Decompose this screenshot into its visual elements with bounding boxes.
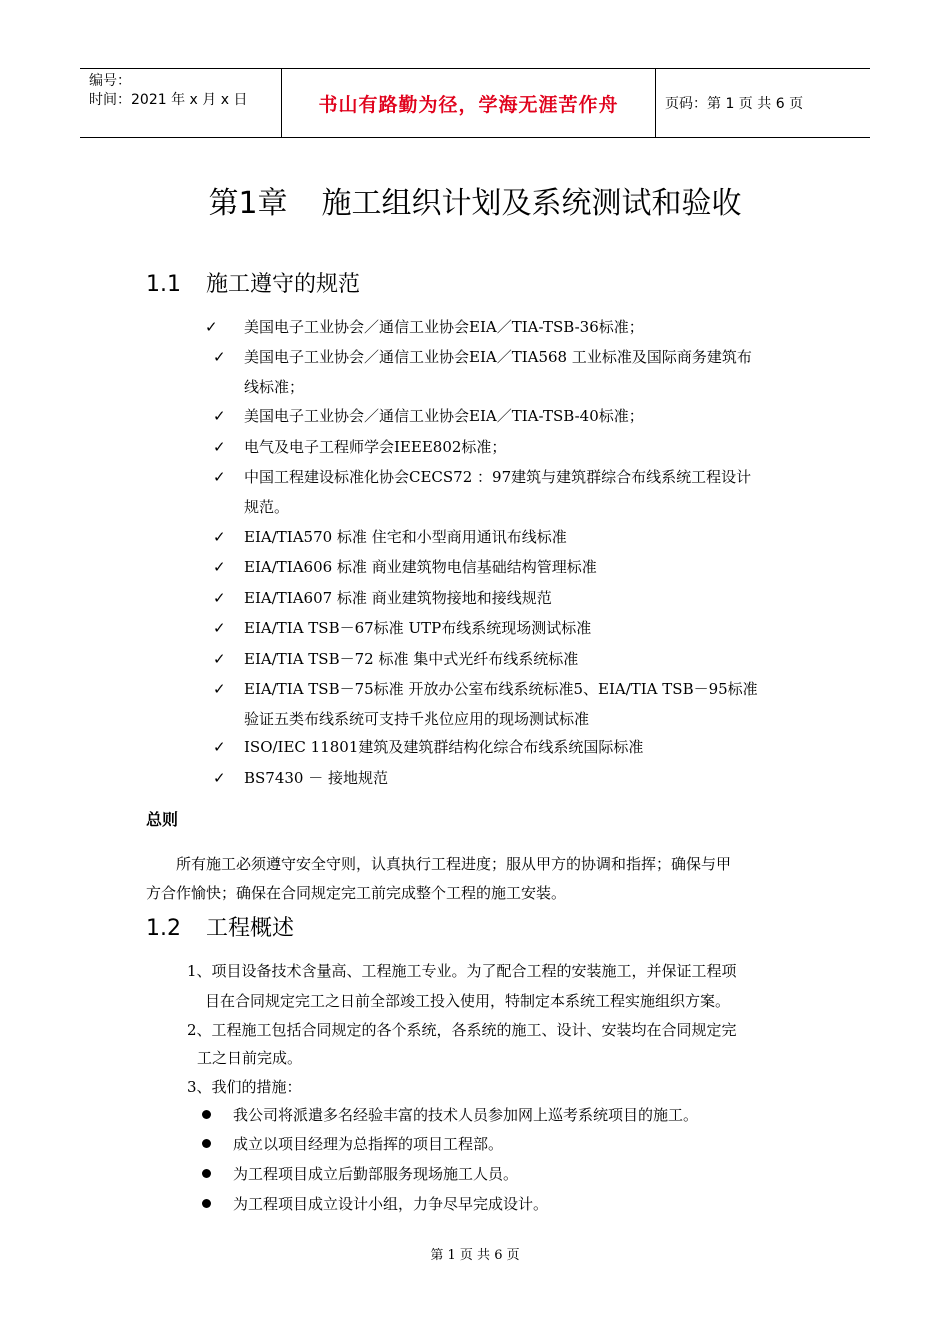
bullet-item: 为工程项目成立后勤部服务现场施工人员。 xyxy=(233,1165,519,1183)
general-paragraph-line: 方合作愉快；确保在合同规定完工前完成整个工程的施工安装。 xyxy=(146,884,567,902)
numbered-item-line: 2、工程施工包括合同规定的各个系统，各系统的施工、设计、安装均在合同规定完 xyxy=(187,1021,737,1039)
standard-item-line: EIA/TIA TSB－67标准 UTP布线系统现场测试标准 xyxy=(244,619,592,637)
header-motto: 书山有路勤为径，学海无涯苦作舟 xyxy=(318,93,619,116)
chapter-title xyxy=(0,184,950,224)
numbered-item-line: 目在合同规定完工之日前全部竣工投入使用，特制定本系统工程实施组织方案。 xyxy=(205,992,731,1010)
page-header xyxy=(80,68,870,138)
general-heading: 总则 xyxy=(146,810,179,829)
section-heading-1-1 xyxy=(146,270,360,300)
standard-item-line: 验证五类布线系统可支持千兆位应用的现场测试标准 xyxy=(244,709,590,728)
checkmark-icon: ✓ xyxy=(213,528,226,546)
standard-item-line: 电气及电子工程师学会IEEE802标准； xyxy=(244,438,507,456)
checkmark-icon: ✓ xyxy=(213,769,226,787)
standard-item-line: 中国工程建设标准化协会CECS72 ：97建筑与建筑群综合布线系统工程设计 xyxy=(244,468,752,486)
standard-item-line: 线标准； xyxy=(244,377,305,396)
section-title: 工程概述 xyxy=(206,916,295,941)
standard-item-line: ISO/IEC 11801建筑及建筑群结构化综合布线系统国际标准 xyxy=(244,738,644,756)
checkmark-icon: ✓ xyxy=(213,438,226,456)
bullet-item: 成立以项目经理为总指挥的项目工程部。 xyxy=(233,1135,504,1153)
document-time-label: 时间：2021 年 x 月 x 日 xyxy=(89,92,248,108)
standard-item-line: BS7430 － 接地规范 xyxy=(244,769,389,787)
standard-item-line: 规范。 xyxy=(244,497,290,516)
page-footer: 第 1 页 共 6 页 xyxy=(430,1248,520,1263)
checkmark-icon: ✓ xyxy=(213,407,226,425)
standard-item-line: EIA/TIA606 标准 商业建筑物电信基础结构管理标准 xyxy=(244,558,597,576)
bullet-dot-icon xyxy=(202,1199,211,1208)
general-paragraph-line: 所有施工必须遵守安全守则，认真执行工程进度；服从甲方的协调和指挥；确保与甲 xyxy=(176,855,732,873)
bullet-dot-icon xyxy=(202,1169,211,1178)
bullet-item: 我公司将派遣多名经验丰富的技术人员参加网上巡考系统项目的施工。 xyxy=(233,1106,699,1124)
section-heading-1-2 xyxy=(146,914,294,944)
checkmark-icon: ✓ xyxy=(213,619,226,637)
section-number: 1.1 xyxy=(146,272,181,297)
bullet-dot-icon xyxy=(202,1139,211,1148)
numbered-item-line: 工之日前完成。 xyxy=(197,1049,303,1067)
checkmark-icon: ✓ xyxy=(205,318,218,336)
checkmark-icon: ✓ xyxy=(213,348,226,366)
section-title: 施工遵守的规范 xyxy=(206,272,361,297)
standard-item-line: 美国电子工业协会／通信工业协会EIA／TIA568 工业标准及国际商务建筑布 xyxy=(244,348,752,366)
checkmark-icon: ✓ xyxy=(213,650,226,668)
section-number: 1.2 xyxy=(146,916,181,941)
checkmark-icon: ✓ xyxy=(213,680,226,698)
bullet-dot-icon xyxy=(202,1110,211,1119)
numbered-item-line: 1、项目设备技术含量高、工程施工专业。为了配合工程的安装施工，并保证工程项 xyxy=(187,962,737,980)
checkmark-icon: ✓ xyxy=(213,589,226,607)
chapter-number: 第1章 xyxy=(208,186,288,221)
checkmark-icon: ✓ xyxy=(213,738,226,756)
checkmark-icon: ✓ xyxy=(213,558,226,576)
header-page-info: 页码：第 1 页 共 6 页 xyxy=(665,96,804,112)
standard-item-line: 美国电子工业协会／通信工业协会EIA／TIA-TSB-40标准； xyxy=(244,407,644,425)
standard-item-line: EIA/TIA TSB－72 标准 集中式光纤布线系统标准 xyxy=(244,650,579,668)
chapter-title-text: 施工组织计划及系统测试和验收 xyxy=(321,186,742,221)
checkmark-icon: ✓ xyxy=(213,468,226,486)
header-motto-cell xyxy=(281,69,656,137)
standard-item-line: EIA/TIA570 标准 住宅和小型商用通讯布线标准 xyxy=(244,528,567,546)
standard-item-line: EIA/TIA TSB－75标准 开放办公室布线系统标准5、EIA/TIA TSB－95标准 xyxy=(244,680,758,698)
numbered-item-line: 3、我们的措施： xyxy=(187,1078,302,1096)
header-page-cell xyxy=(655,69,870,137)
document-number-label: 编号： xyxy=(89,73,131,89)
header-left-cell xyxy=(80,69,281,137)
standard-item-line: 美国电子工业协会／通信工业协会EIA／TIA-TSB-36标准； xyxy=(244,318,644,336)
bullet-item: 为工程项目成立设计小组，力争尽早完成设计。 xyxy=(233,1195,549,1213)
standard-item-line: EIA/TIA607 标准 商业建筑物接地和接线规范 xyxy=(244,589,552,607)
